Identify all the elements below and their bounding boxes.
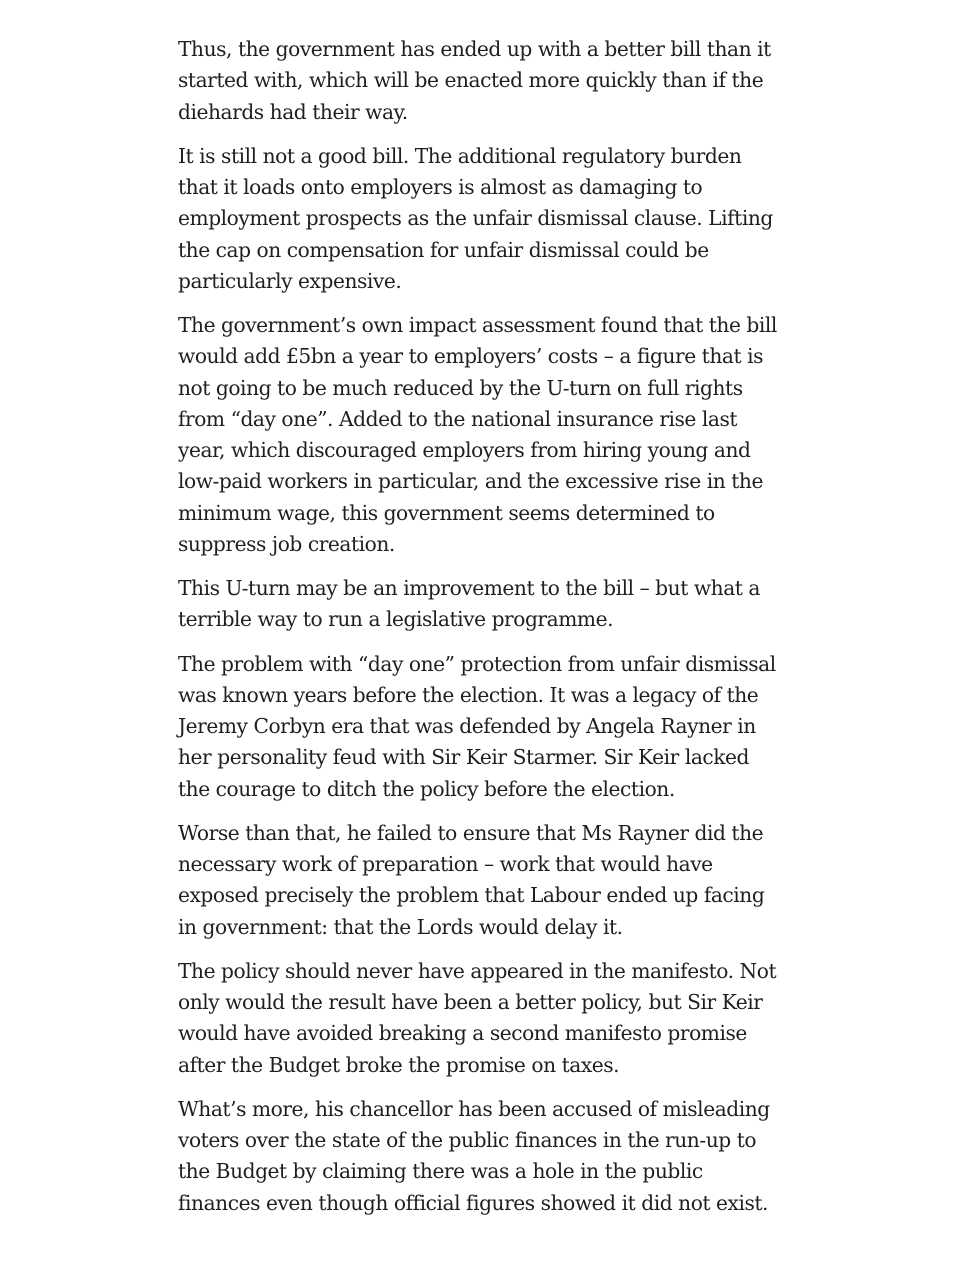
article-paragraph: Thus, the government has ended up with a better bill than it started with, which will be enacted more quickly than if the diehards had their way. — [178, 37, 771, 124]
article-paragraph: What’s more, his chancellor has been accused of misleading voters over the state of the public finances in the run-up to the Budget by claiming there was a hole in the public finances even though official figures showed it did not exist. — [178, 1096, 770, 1215]
article-paragraph: This U-turn may be an improvement to the bill – but what a terrible way to run a legislative programme. — [178, 576, 761, 632]
article-paragraph: Worse than that, he failed to ensure that Ms Rayner did the necessary work of preparation – work that would have exposed precisely the problem that Labour ended up facing in government: that the Lords would delay it. — [178, 820, 765, 939]
article-paragraph: The government’s own impact assessment found that the bill would add £5bn a year to employers’ costs – a figure that is not going to be much reduced by the U-turn on full rights from “day one”. Added to the national insurance rise last year, which discouraged employers from hiring young and low-paid workers in particular, and the excessive rise in the minimum wage, this government seems determined to suppress job creation. — [178, 312, 777, 557]
article-body — [178, 34, 782, 1232]
article-paragraph: The problem with “day one” protection from unfair dismissal was known years before the election. It was a legacy of the Jeremy Corbyn era that was defended by Angela Rayner in her personality feud with Sir Keir Starmer. Sir Keir lacked the courage to ditch the policy before the election. — [178, 651, 776, 801]
article-paragraph: It is still not a good bill. The additional regulatory burden that it loads onto employers is almost as damaging to employment prospects as the unfair dismissal clause. Lifting the cap on compensation for unfair dismissal could be particularly expensive. — [178, 143, 773, 293]
article-paragraph: The policy should never have appeared in the manifesto. Not only would the result have been a better policy, but Sir Keir would have avoided breaking a second manifesto promise after the Budget broke the promise on taxes. — [178, 958, 777, 1077]
